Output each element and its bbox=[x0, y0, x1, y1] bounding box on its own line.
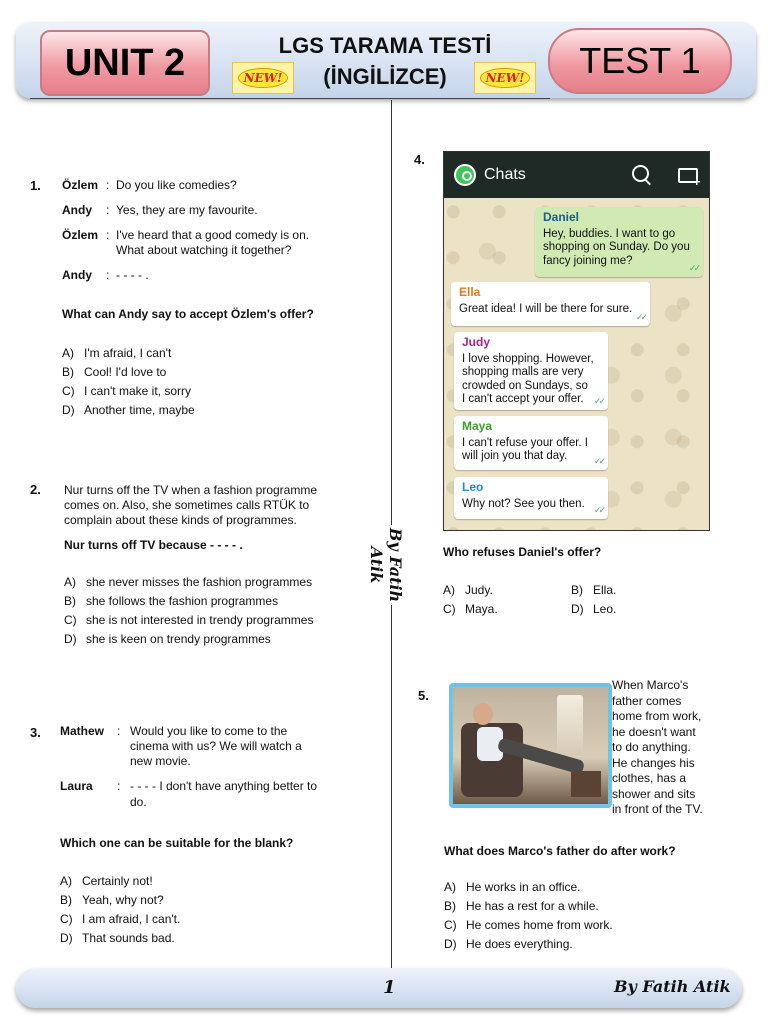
dialogue-line: do. bbox=[130, 795, 147, 809]
speaker: Laura bbox=[60, 779, 93, 793]
speaker: Mathew bbox=[60, 724, 105, 738]
chat-screenshot bbox=[443, 151, 710, 531]
page-number: 1 bbox=[383, 977, 396, 998]
header-underline bbox=[30, 98, 550, 99]
message-line: shopping malls are very bbox=[462, 366, 584, 378]
read-check-icon: ✓✓ bbox=[635, 311, 645, 322]
dialogue-line: new movie. bbox=[130, 754, 191, 768]
passage-line: complain about these kinds of programmes. bbox=[64, 513, 297, 527]
question-4-prompt: Who refuses Daniel's offer? bbox=[443, 545, 602, 559]
option-b[interactable]: B) Yeah, why not? bbox=[60, 893, 164, 907]
question-1-dialogue bbox=[62, 178, 352, 288]
question-1-number: 1. bbox=[30, 178, 41, 193]
option-a[interactable]: A) I'm afraid, I can't bbox=[62, 346, 172, 360]
whatsapp-logo-icon bbox=[454, 164, 476, 186]
option-b[interactable]: B) Cool! I'd love to bbox=[62, 365, 167, 379]
question-2-number: 2. bbox=[30, 482, 41, 497]
dialogue-line: - - - - I don't have anything better to bbox=[130, 779, 318, 793]
question-4-options-right bbox=[571, 581, 616, 619]
question-3-options bbox=[60, 872, 180, 948]
chat-app-bar bbox=[444, 152, 709, 198]
speaker: Andy bbox=[62, 268, 92, 282]
question-4-number: 4. bbox=[414, 152, 425, 167]
option-c[interactable]: C) He comes home from work. bbox=[444, 918, 613, 932]
author-signature-vertical: By Fatih Atik bbox=[385, 525, 405, 605]
new-badge-text: NEW! bbox=[480, 68, 531, 88]
option-c[interactable]: C) she is not interested in trendy programmes bbox=[64, 613, 314, 627]
message-maya bbox=[454, 416, 608, 470]
test-title: LGS TARAMA TESTİ bbox=[278, 33, 492, 58]
test-number-label: TEST 1 bbox=[548, 28, 732, 94]
footer-author: By Fatih Atik bbox=[614, 977, 731, 996]
option-b[interactable]: B) Ella. bbox=[571, 583, 617, 597]
question-2-prompt: Nur turns off TV because - - - - . bbox=[64, 538, 243, 552]
new-badge-right bbox=[474, 62, 536, 94]
colon: : bbox=[117, 724, 121, 738]
dialogue-line: Yes, they are my favourite. bbox=[116, 203, 258, 217]
sender-name: Leo bbox=[462, 480, 484, 494]
question-3-number: 3. bbox=[30, 725, 41, 740]
message-line: Why not? See you then. bbox=[462, 497, 585, 510]
new-badge-text: NEW! bbox=[238, 68, 289, 88]
option-d[interactable]: D) That sounds bad. bbox=[60, 931, 175, 945]
passage-line: home from work, bbox=[612, 709, 702, 723]
dialogue-line: I've heard that a good comedy is on. bbox=[116, 228, 310, 242]
lamp-shape bbox=[557, 695, 583, 755]
colon: : bbox=[106, 228, 110, 242]
option-d[interactable]: D) Another time, maybe bbox=[62, 403, 195, 417]
dialogue-line: Do you like comedies? bbox=[116, 178, 237, 192]
passage-line: clothes, has a bbox=[612, 771, 687, 785]
passage-line: to do anything. bbox=[612, 740, 691, 754]
passage-line: When Marco's bbox=[612, 678, 689, 692]
question-4-options bbox=[443, 581, 498, 619]
passage-line: he doesn't want bbox=[612, 724, 696, 739]
question-2-passage bbox=[64, 483, 334, 528]
man-head-shape bbox=[473, 703, 493, 725]
question-1-prompt: What can Andy say to accept Özlem's offer? bbox=[62, 307, 314, 321]
message-ella bbox=[451, 282, 650, 326]
option-b[interactable]: B) she follows the fashion programmes bbox=[64, 594, 279, 608]
unit-label: UNIT 2 bbox=[40, 30, 210, 96]
question-5-number: 5. bbox=[418, 688, 429, 703]
option-b[interactable]: B) He has a rest for a while. bbox=[444, 899, 599, 913]
test-subtitle: (İNGİLİZCE) bbox=[323, 64, 447, 89]
passage-line: father comes bbox=[612, 693, 682, 708]
question-3-prompt: Which one can be suitable for the blank? bbox=[60, 836, 294, 850]
new-badge-left bbox=[232, 62, 294, 94]
message-line: Great idea! I will be there for sure. bbox=[459, 302, 633, 315]
sender-name: Ella bbox=[459, 285, 481, 299]
question-1-options bbox=[62, 344, 195, 420]
colon: : bbox=[106, 268, 110, 282]
question-5-prompt: What does Marco's father do after work? bbox=[444, 844, 676, 858]
option-a[interactable]: A) she never misses the fashion programmes bbox=[64, 575, 313, 589]
colon: : bbox=[106, 203, 110, 217]
speaker: Andy bbox=[62, 203, 92, 217]
message-line: I can't refuse your offer. I bbox=[462, 436, 588, 449]
option-d[interactable]: D) Leo. bbox=[571, 602, 617, 616]
sender-name: Judy bbox=[462, 335, 491, 349]
option-a[interactable]: A) Certainly not! bbox=[60, 874, 153, 888]
option-c[interactable]: C) I can't make it, sorry bbox=[62, 384, 191, 398]
question-5-options bbox=[444, 878, 613, 954]
read-check-icon: ✓✓ bbox=[593, 455, 603, 466]
option-d[interactable]: D) she is keen on trendy programmes bbox=[64, 632, 271, 646]
message-line: shopping on Sunday. Do you bbox=[543, 241, 690, 253]
option-d[interactable]: D) He does everything. bbox=[444, 937, 573, 951]
message-line: fancy joining me? bbox=[543, 254, 633, 267]
speaker: Özlem bbox=[62, 178, 99, 192]
option-a[interactable]: A) He works in an office. bbox=[444, 880, 581, 894]
message-daniel bbox=[535, 207, 703, 277]
message-line: I love shopping. However, bbox=[462, 352, 594, 365]
passage-line: shower and sits bbox=[612, 786, 696, 801]
passage-line: comes on. Also, she sometimes calls RTÜK to bbox=[64, 498, 310, 512]
man-relaxing-photo bbox=[449, 683, 612, 808]
passage-line: Nur turns off the TV when a fashion programme bbox=[64, 483, 318, 497]
read-check-icon: ✓✓ bbox=[593, 504, 603, 515]
message-line: I can't accept your offer. bbox=[462, 393, 584, 405]
sender-name: Maya bbox=[462, 419, 493, 433]
message-line: will join you that day. bbox=[462, 450, 568, 462]
new-chat-icon bbox=[678, 168, 698, 183]
search-icon bbox=[632, 165, 649, 182]
dialogue-line: - - - - . bbox=[116, 268, 149, 282]
option-a[interactable]: A) Judy. bbox=[443, 583, 493, 597]
option-c[interactable]: C) I am afraid, I can't. bbox=[60, 912, 181, 926]
message-leo bbox=[454, 477, 608, 519]
side-table-shape bbox=[571, 771, 601, 797]
question-3-dialogue bbox=[60, 724, 335, 814]
message-judy bbox=[454, 332, 608, 410]
message-line: Hey, buddies. I want to go bbox=[543, 227, 676, 240]
dialogue-line: Would you like to come to the bbox=[130, 724, 288, 738]
colon: : bbox=[106, 178, 110, 192]
dialogue-line: cinema with us? We will watch a bbox=[130, 739, 302, 753]
sender-name: Daniel bbox=[543, 210, 580, 224]
colon: : bbox=[117, 779, 121, 793]
option-c[interactable]: C) Maya. bbox=[443, 602, 498, 616]
passage-line: He changes his bbox=[612, 755, 695, 770]
read-check-icon: ✓✓ bbox=[593, 395, 603, 406]
question-2-options bbox=[64, 573, 313, 649]
chat-title: Chats bbox=[484, 166, 526, 183]
question-5-passage bbox=[612, 678, 722, 818]
passage-line: in front of the TV. bbox=[612, 802, 703, 816]
message-line: crowded on Sundays, so bbox=[462, 379, 588, 392]
dialogue-line: What about watching it together? bbox=[116, 243, 292, 257]
read-check-icon: ✓✓ bbox=[688, 262, 698, 273]
speaker: Özlem bbox=[62, 228, 99, 242]
